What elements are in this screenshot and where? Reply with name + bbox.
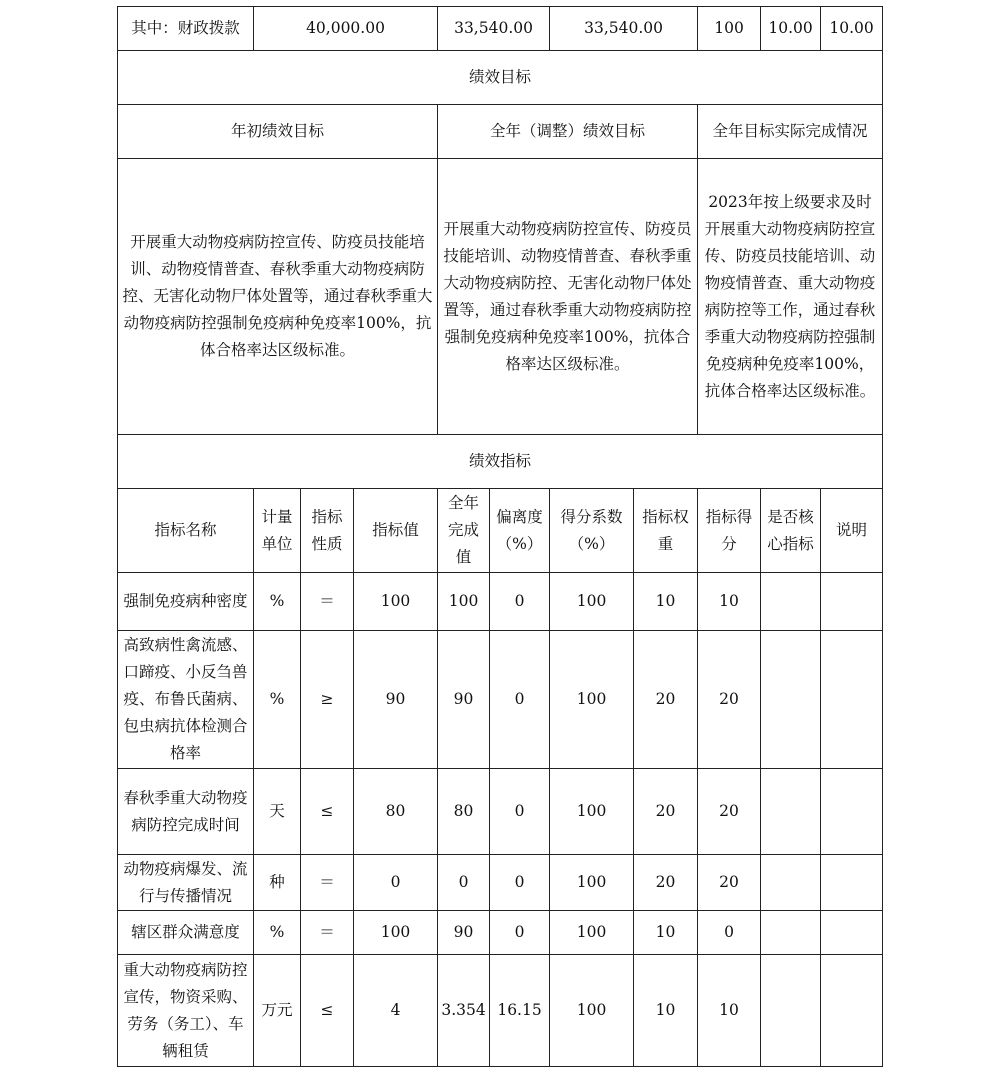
indicator-weight: 10 xyxy=(634,955,698,1067)
funding-score: 10.00 xyxy=(821,7,883,51)
indicator-target: 100 xyxy=(354,911,438,955)
indicator-score: 20 xyxy=(698,769,761,855)
funding-score-weight: 100 xyxy=(698,7,761,51)
indicator-target: 0 xyxy=(354,855,438,911)
indicator-note xyxy=(821,855,883,911)
funding-execution-rate: 10.00 xyxy=(761,7,821,51)
goals-initial-text: 开展重大动物疫病防控宣传、防疫员技能培训、动物疫情普查、春秋季重大动物疫病防控、无害化动物尸体处置等，通过春秋季重大动物疫病防控强制免疫病种免疫率100%，抗体合格率达区级标准。 xyxy=(118,159,438,435)
goals-adjusted-text: 开展重大动物疫病防控宣传、防疫员技能培训、动物疫情普查、春秋季重大动物疫病防控、无害化动物尸体处置等，通过春秋季重大动物疫病防控强制免疫病种免疫率100%，抗体合格率达区级标准。 xyxy=(438,159,698,435)
indicator-weight: 10 xyxy=(634,573,698,631)
indicator-nature: ＝ xyxy=(301,573,354,631)
table-row xyxy=(118,631,883,769)
indicator-completed: 100 xyxy=(438,573,490,631)
indicator-completed: 80 xyxy=(438,769,490,855)
indicator-deviation: 16.15 xyxy=(490,955,550,1067)
indicator-score: 20 xyxy=(698,855,761,911)
header-unit: 计量单位 xyxy=(254,489,301,573)
funding-annual-budget: 40,000.00 xyxy=(254,7,438,51)
header-nature: 指标性质 xyxy=(301,489,354,573)
indicator-target: 80 xyxy=(354,769,438,855)
indicator-core xyxy=(761,769,821,855)
indicator-name: 高致病性禽流感、口蹄疫、小反刍兽疫、布鲁氏菌病、包虫病抗体检测合格率 xyxy=(118,631,254,769)
indicator-weight: 20 xyxy=(634,631,698,769)
indicator-deviation: 0 xyxy=(490,769,550,855)
indicator-unit: % xyxy=(254,631,301,769)
indicator-coefficient: 100 xyxy=(550,573,634,631)
header-score-coefficient: 得分系数（%） xyxy=(550,489,634,573)
performance-table xyxy=(117,6,883,1067)
goals-adjusted-header: 全年（调整）绩效目标 xyxy=(438,105,698,159)
indicator-unit: % xyxy=(254,911,301,955)
goals-actual-header: 全年目标实际完成情况 xyxy=(698,105,883,159)
table-row xyxy=(118,911,883,955)
indicator-note xyxy=(821,769,883,855)
header-core-indicator: 是否核心指标 xyxy=(761,489,821,573)
indicator-completed: 3.354 xyxy=(438,955,490,1067)
indicator-deviation: 0 xyxy=(490,573,550,631)
indicator-nature: ＝ xyxy=(301,855,354,911)
goals-initial-header: 年初绩效目标 xyxy=(118,105,438,159)
funding-label: 其中：财政拨款 xyxy=(118,7,254,51)
indicator-core xyxy=(761,573,821,631)
indicator-nature: ≤ xyxy=(301,955,354,1067)
indicator-note xyxy=(821,911,883,955)
header-deviation: 偏离度（%） xyxy=(490,489,550,573)
indicator-coefficient: 100 xyxy=(550,631,634,769)
indicator-target: 90 xyxy=(354,631,438,769)
indicator-weight: 20 xyxy=(634,769,698,855)
indicator-name: 动物疫病爆发、流行与传播情况 xyxy=(118,855,254,911)
indicator-name: 辖区群众满意度 xyxy=(118,911,254,955)
indicator-completed: 0 xyxy=(438,855,490,911)
goals-section-title: 绩效目标 xyxy=(118,51,883,105)
header-weight: 指标权重 xyxy=(634,489,698,573)
header-target-value: 指标值 xyxy=(354,489,438,573)
header-indicator-name: 指标名称 xyxy=(118,489,254,573)
indicator-name: 重大动物疫病防控宣传，物资采购、劳务（务工）、车辆租赁 xyxy=(118,955,254,1067)
indicator-nature: ≤ xyxy=(301,769,354,855)
indicator-unit: % xyxy=(254,573,301,631)
indicator-core xyxy=(761,855,821,911)
indicators-header-row xyxy=(118,489,883,573)
table-row xyxy=(118,573,883,631)
indicator-target: 4 xyxy=(354,955,438,1067)
indicator-score: 10 xyxy=(698,955,761,1067)
indicator-score: 20 xyxy=(698,631,761,769)
indicator-deviation: 0 xyxy=(490,855,550,911)
table-row xyxy=(118,855,883,911)
funding-full-year-budget: 33,540.00 xyxy=(438,7,550,51)
table-row xyxy=(118,769,883,855)
indicator-unit: 万元 xyxy=(254,955,301,1067)
indicator-target: 100 xyxy=(354,573,438,631)
indicator-weight: 20 xyxy=(634,855,698,911)
indicator-coefficient: 100 xyxy=(550,855,634,911)
indicator-note xyxy=(821,631,883,769)
indicator-coefficient: 100 xyxy=(550,955,634,1067)
indicator-unit: 天 xyxy=(254,769,301,855)
indicator-unit: 种 xyxy=(254,855,301,911)
indicator-coefficient: 100 xyxy=(550,769,634,855)
indicator-deviation: 0 xyxy=(490,631,550,769)
indicator-completed: 90 xyxy=(438,911,490,955)
indicator-note xyxy=(821,955,883,1067)
indicator-nature: ≥ xyxy=(301,631,354,769)
header-note: 说明 xyxy=(821,489,883,573)
indicator-note xyxy=(821,573,883,631)
indicators-section-title: 绩效指标 xyxy=(118,435,883,489)
indicator-deviation: 0 xyxy=(490,911,550,955)
indicator-weight: 10 xyxy=(634,911,698,955)
goals-actual-text: 2023年按上级要求及时开展重大动物疫病防控宣传、防疫员技能培训、动物疫情普查、重大动物疫病防控等工作，通过春秋季重大动物疫病防控强制免疫病种免疫率100%，抗体合格率达区级标准。 xyxy=(698,159,883,435)
indicator-coefficient: 100 xyxy=(550,911,634,955)
table-row xyxy=(118,955,883,1067)
indicator-completed: 90 xyxy=(438,631,490,769)
indicator-core xyxy=(761,911,821,955)
indicator-score: 10 xyxy=(698,573,761,631)
indicator-name: 强制免疫病种密度 xyxy=(118,573,254,631)
header-completed-value: 全年完成值 xyxy=(438,489,490,573)
indicator-core xyxy=(761,631,821,769)
funding-row xyxy=(118,7,883,51)
indicator-name: 春秋季重大动物疫病防控完成时间 xyxy=(118,769,254,855)
indicator-score: 0 xyxy=(698,911,761,955)
funding-executed: 33,540.00 xyxy=(550,7,698,51)
header-indicator-score: 指标得分 xyxy=(698,489,761,573)
indicator-core xyxy=(761,955,821,1067)
indicator-nature: ＝ xyxy=(301,911,354,955)
